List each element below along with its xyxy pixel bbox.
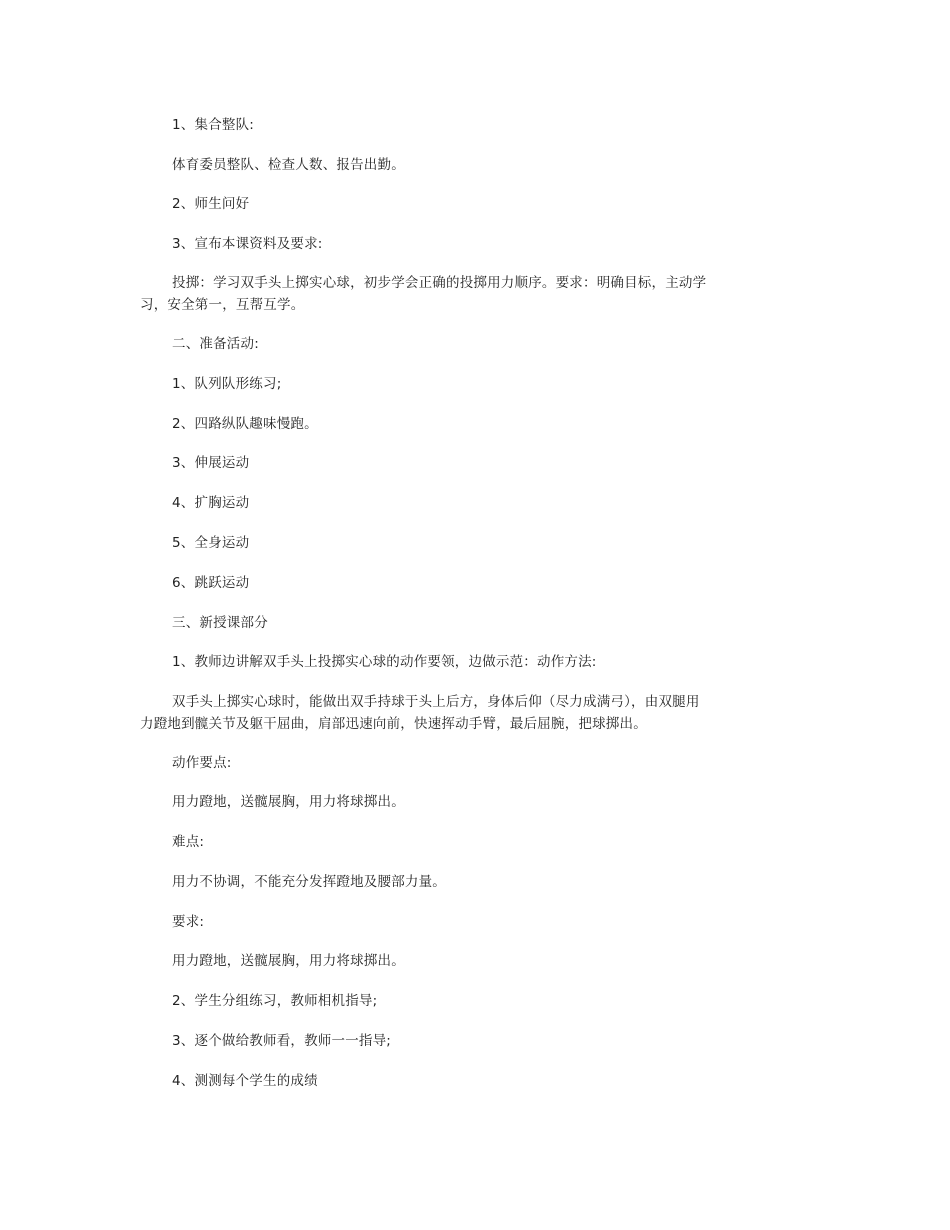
item-assemble-detail: 体育委员整队、检查人数、报告出勤。 (172, 157, 405, 173)
paragraph-method-line-2: 力蹬地到髋关节及躯干屈曲，肩部迅速向前，快速挥动手臂，最后屈腕，把球掷出。 (140, 716, 647, 732)
section-warmup-heading: 二、准备活动: (172, 336, 259, 352)
item-individual-check: 3、逐个做给教师看，教师一一指导; (172, 1033, 392, 1049)
paragraph-method (140, 691, 740, 735)
item-jump: 6、跳跃运动 (172, 575, 250, 591)
paragraph-throw-line-1: 投掷：学习双手头上掷实心球，初步学会正确的投掷用力顺序。要求：明确目标，主动学 (172, 275, 707, 291)
item-group-practice: 2、学生分组练习，教师相机指导; (172, 993, 378, 1009)
item-stretch: 3、伸展运动 (172, 455, 250, 471)
item-assemble: 1、集合整队: (172, 117, 255, 133)
item-fullbody: 5、全身运动 (172, 535, 250, 551)
item-announce: 3、宣布本课资料及要求: (172, 236, 323, 252)
item-formation: 1、队列队形练习; (172, 376, 282, 392)
difficulty-heading: 难点: (172, 834, 205, 850)
paragraph-throw-line-2: 习，安全第一，互帮互学。 (140, 297, 305, 313)
difficulty-text: 用力不协调，不能充分发挥蹬地及腰部力量。 (172, 874, 446, 890)
section-new-lesson-heading: 三、新授课部分 (172, 615, 268, 631)
key-points-heading: 动作要点: (172, 755, 232, 771)
item-chest: 4、扩胸运动 (172, 495, 250, 511)
requirements-heading: 要求: (172, 914, 205, 930)
item-measure-scores: 4、测测每个学生的成绩 (172, 1073, 318, 1089)
item-jog: 2、四路纵队趣味慢跑。 (172, 416, 318, 432)
paragraph-method-line-1: 双手头上掷实心球时，能做出双手持球于头上后方，身体后仰（尽力成满弓），由双腿用 (172, 694, 700, 710)
item-greeting: 2、师生问好 (172, 196, 250, 212)
paragraph-throw (140, 272, 740, 316)
requirements-text: 用力蹬地，送髋展胸，用力将球掷出。 (172, 953, 405, 969)
key-points-text: 用力蹬地，送髋展胸，用力将球掷出。 (172, 794, 405, 810)
item-teacher-demo: 1、教师边讲解双手头上投掷实心球的动作要领，边做示范：动作方法: (172, 654, 597, 670)
